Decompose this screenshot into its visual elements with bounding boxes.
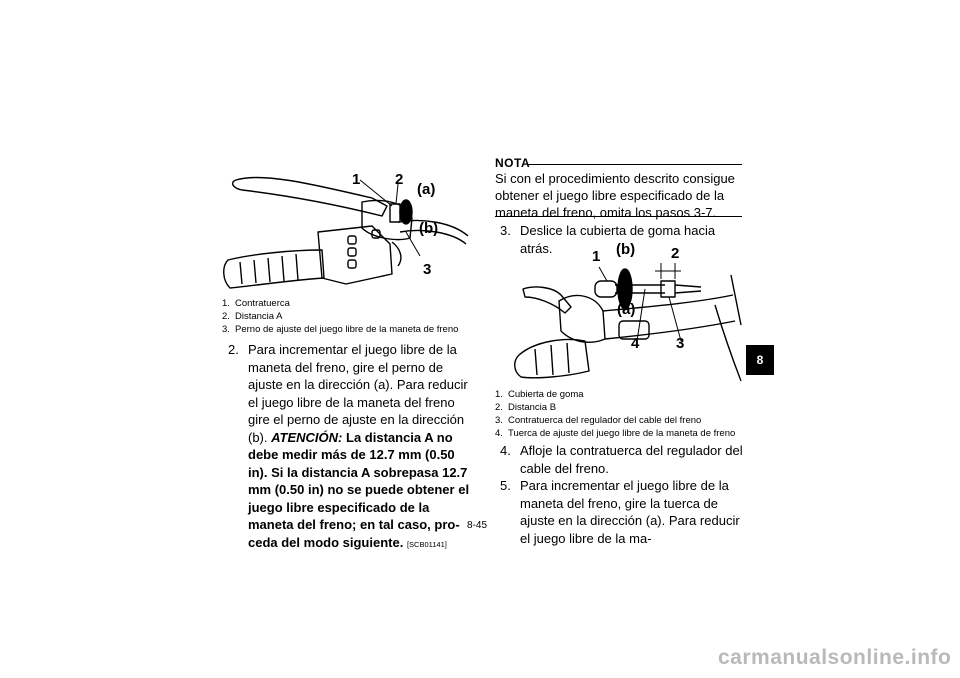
fig1-callout-b: (b)	[419, 220, 439, 237]
caption-item: 4. Tuerca de ajuste del juego libre de la maneta de freno	[495, 428, 736, 439]
nota-title: NOTA	[495, 156, 531, 170]
fig2-callout-b: (b)	[616, 241, 636, 258]
step-2: 2. Para incrementar el juego libre de la maneta del freno, gire el perno de ajuste en la dirección (a). Para reducir el juego libre de la maneta del freno gire el perno de ajuste en la dirección (b). ATENCIÓN: La distancia A no debe medir más de 12.7 mm (0.50 in). Si la distancia A sobrepasa 12.7 mm (0.50 in) no se puede obtener el juego libre especificado de la maneta del freno; en tal caso, proceda del modo siguiente. [SCB01141]	[228, 342, 470, 550]
fig1-callout-a: (a)	[417, 181, 436, 198]
fig1-callout-3: 3	[423, 261, 432, 278]
fig1-callout-1: 1	[352, 171, 361, 188]
reference-code: [SCB01141]	[406, 539, 447, 549]
chapter-tab: 8	[746, 345, 774, 375]
right-step-list	[500, 442, 745, 547]
watermark: carmanualsonline.info	[718, 646, 952, 669]
fig2-callout-4: 4	[631, 335, 640, 352]
fig1-callout-2: 2	[395, 171, 404, 188]
figure1-caption-list	[222, 297, 472, 336]
caption-item: 1. Cubierta de goma	[495, 389, 584, 400]
caption-item: 2. Distancia B	[495, 402, 557, 413]
left-step-list	[228, 341, 470, 553]
step-4: 4. Afloje la contratuerca del regulador del cable del freno.	[500, 443, 743, 476]
step-3: 3. Deslice la cubierta de goma hacia atrás.	[500, 223, 716, 256]
nota-bottom-rule	[495, 216, 742, 217]
warning-text: La distancia A no debe medir más de 12.7 mm (0.50 in). Si la distancia A sobrepasa 12.7 mm (0.50 in) no se puede obtener el juego libre especificado de la maneta del freno; en tal caso, proceda del modo siguiente.	[248, 429, 470, 550]
nota-top-rule	[527, 164, 742, 165]
caption-item: 3. Contratuerca del regulador del cable del freno	[495, 415, 702, 426]
caption-item: 3. Perno de ajuste del juego libre de la maneta de freno	[222, 324, 459, 335]
fig2-callout-1: 1	[592, 248, 601, 265]
fig2-callout-3: 3	[676, 335, 685, 352]
caption-item: 1. Contratuerca	[222, 298, 290, 309]
nota-body: Si con el procedimiento descrito consigue obtener el juego libre especificado de la maneta del freno, omita los pasos 3-7.	[495, 171, 735, 220]
fig2-callout-a: (a)	[617, 301, 636, 318]
figure2-caption-list	[495, 388, 745, 440]
caption-item: 2. Distancia A	[222, 311, 283, 322]
warning-lead: ATENCIÓN:	[271, 429, 343, 445]
step-5: 5. Para incrementar el juego libre de la maneta del freno, gire la tuerca de ajuste en la dirección (a). Para reducir el juego libre de la ma-	[500, 478, 740, 546]
fig2-callout-2: 2	[671, 245, 680, 262]
page-number: 8-45	[467, 520, 488, 531]
